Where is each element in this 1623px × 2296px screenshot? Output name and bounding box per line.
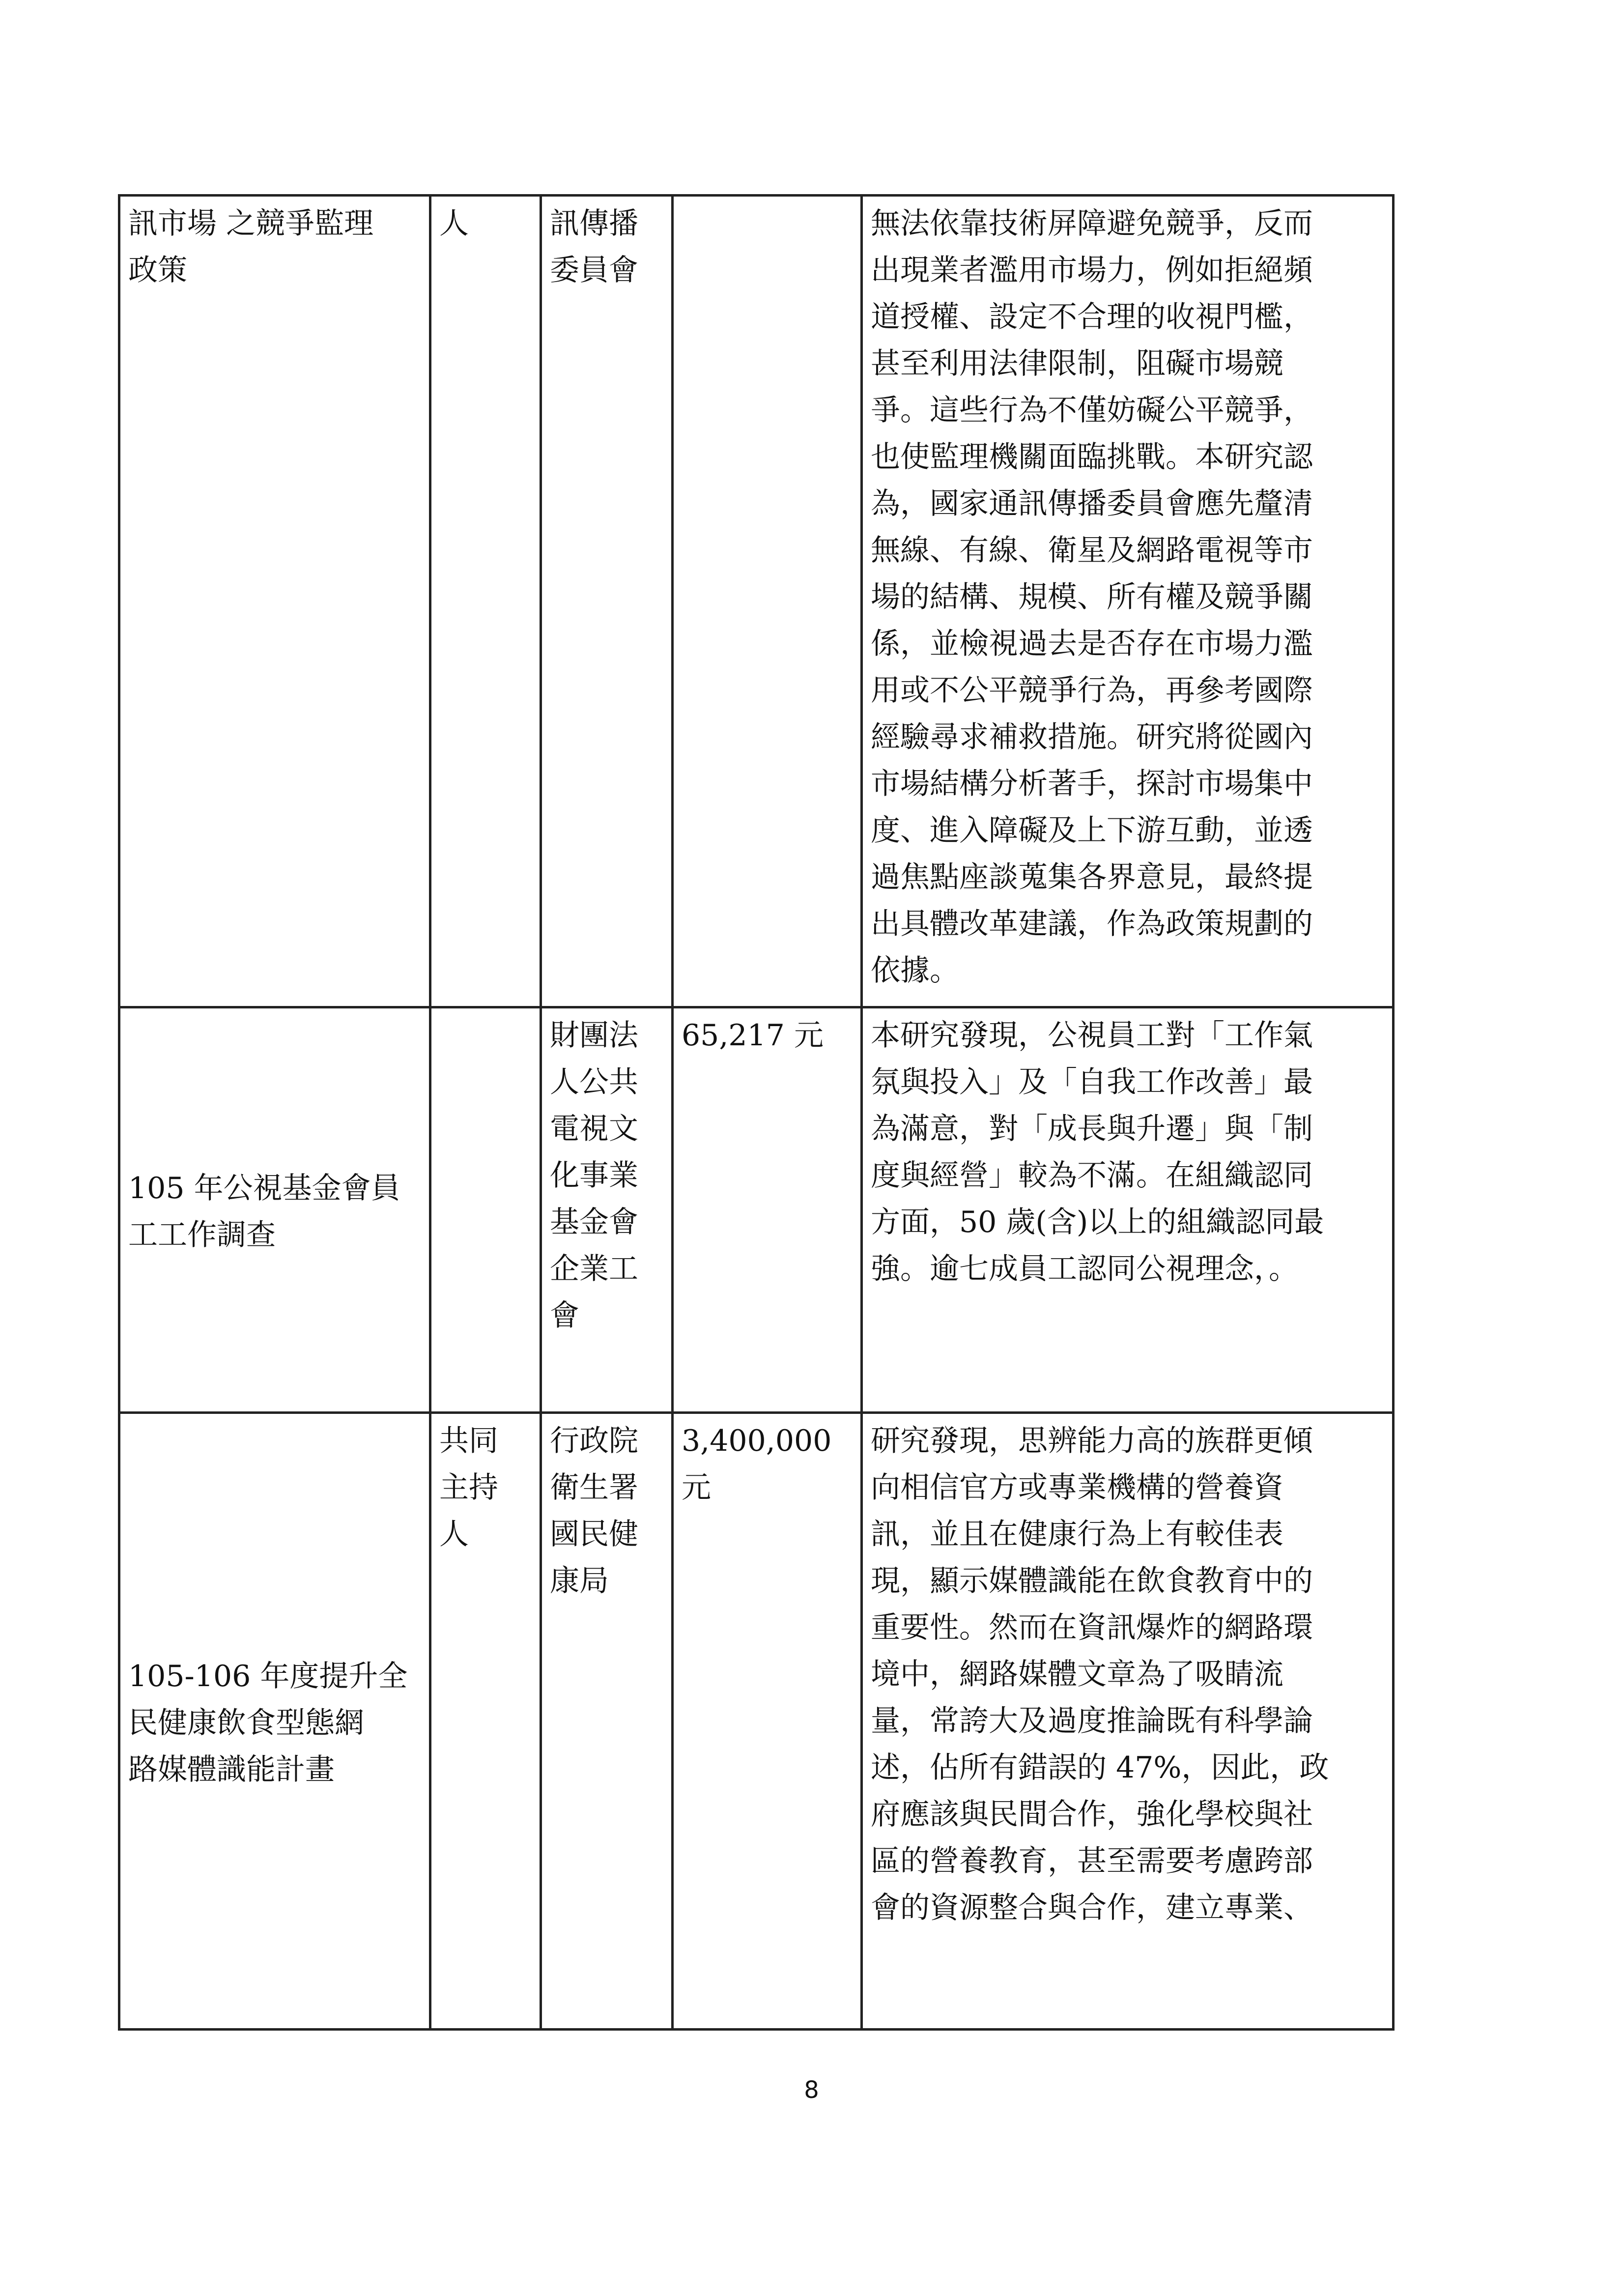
summary-cell: 無法依靠技術屏障避免競爭，反而 出現業者濫用市場力，例如拒絕頻 道授權、設定不合理的收視門檻， 甚至利用法律限制，阻礙市場競 爭。這些行為不僅妨礙公平競爭， 也使監理機關面臨挑戰。本研究認 為，國家通訊傳播委員會應先釐清 無線、有線、衛星及網路電視等市 場的結構、規模、所有權及競爭關 係，並檢視過去是否存在市場力濫 用或不公平競爭行為，再參考國際 經驗尋求補救措施。研究將從國內 市場結構分析著手，探討市場集中 度、進入障礙及上下游互動，並透 過焦點座談蒐集各界意見，最終提 出具體改革建議，作為政策規劃的 依據。 — [862, 196, 1394, 1007]
project-title-cell: 105-106 年度提升全 民健康飲食型態網 路媒體識能計畫 — [119, 1413, 430, 2030]
organization-cell: 行政院 衛生署 國民健 康局 — [541, 1413, 673, 2030]
amount-cell: 65,217 元 — [673, 1007, 862, 1413]
summary-cell: 研究發現，思辨能力高的族群更傾 向相信官方或專業機構的營養資 訊，並且在健康行為上有較佳表 現，顯示媒體識能在飲食教育中的 重要性。然而在資訊爆炸的網路環 境中，網路媒體文章為了吸睛流 量，常誇大及過度推論既有科學論 述，佔所有錯誤的 47%，因此，政 府應該與民間合作，強化學校與社 區的營養教育，甚至需要考慮跨部 會的資源整合與合作，建立專業、 — [862, 1413, 1394, 2030]
role-cell: 人 — [430, 196, 541, 1007]
project-title-cell: 訊市場 之競爭監理 政策 — [119, 196, 430, 1007]
amount-cell — [673, 196, 862, 1007]
table-row — [119, 1413, 1394, 2030]
page-number: 8 — [804, 2076, 819, 2104]
organization-cell: 財團法 人公共 電視文 化事業 基金會 企業工 會 — [541, 1007, 673, 1413]
research-projects-table — [118, 194, 1395, 2031]
amount-cell: 3,400,000 元 — [673, 1413, 862, 2030]
role-cell: 共同 主持 人 — [430, 1413, 541, 2030]
organization-cell: 訊傳播 委員會 — [541, 196, 673, 1007]
project-title-cell: 105 年公視基金會員 工工作調查 — [119, 1007, 430, 1413]
table-row — [119, 196, 1394, 1007]
role-cell — [430, 1007, 541, 1413]
summary-cell: 本研究發現，公視員工對「工作氣 氛與投入」及「自我工作改善」最 為滿意，對「成長與升遷」與「制 度與經營」較為不滿。在組織認同 方面，50 歲(含)以上的組織認同最 強。逾七成員工認同公視理念，。 — [862, 1007, 1394, 1413]
table-row — [119, 1007, 1394, 1413]
